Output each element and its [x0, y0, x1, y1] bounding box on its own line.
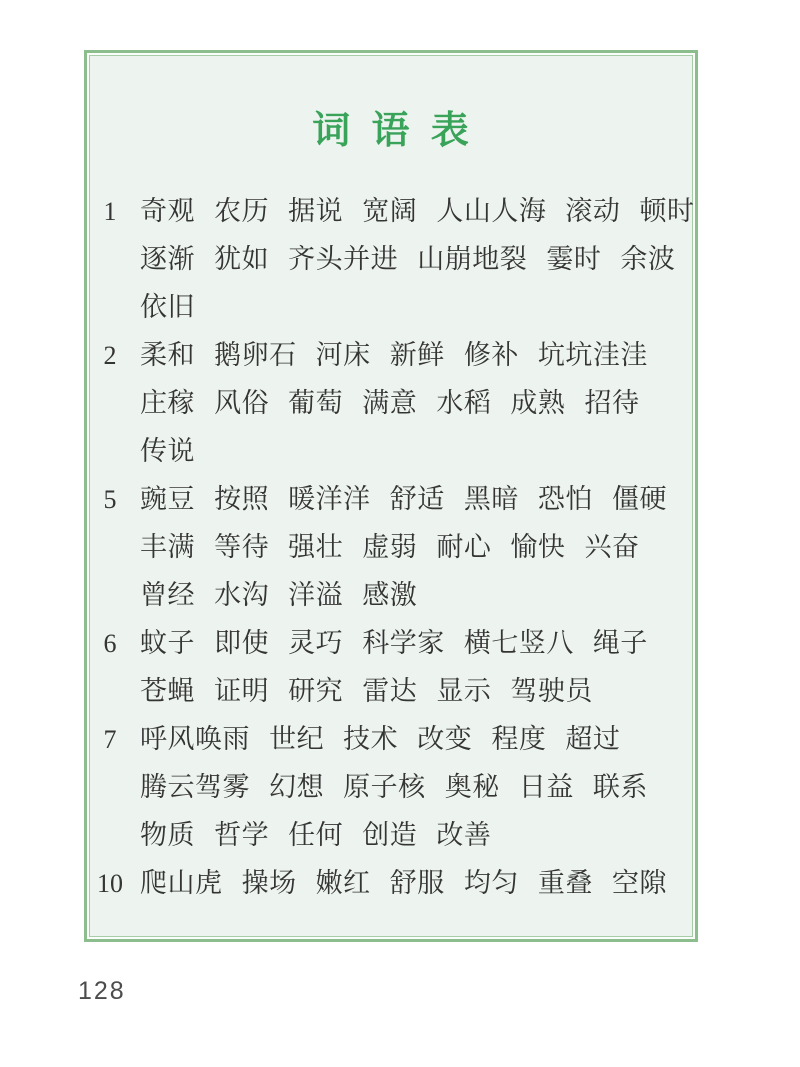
- lesson-number: 1: [103, 197, 117, 226]
- word-line: 曾经 水沟 洋溢 感激: [140, 580, 418, 611]
- word-list: [90, 188, 695, 908]
- word-line: 蚊子 即使 灵巧 科学家 横七竖八 绳子: [140, 628, 648, 659]
- word-line: 奇观 农历 据说 宽阔 人山人海 滚动 顿时: [140, 196, 695, 227]
- word-line: 苍蝇 证明 研究 雷达 显示 驾驶员: [140, 676, 593, 707]
- frame-inner-panel: [89, 55, 693, 937]
- word-list-entry: [90, 188, 695, 332]
- word-line: 爬山虎 操场 嫩红 舒服 均匀 重叠 空隙: [140, 868, 667, 899]
- word-list-entry: [90, 716, 692, 860]
- word-line: 逐渐 犹如 齐头并进 山崩地裂 霎时 余波: [140, 244, 676, 275]
- page-number: 128: [78, 977, 126, 1005]
- word-line: 腾云驾雾 幻想 原子核 奥秘 日益 联系: [140, 772, 648, 803]
- word-line: 物质 哲学 任何 创造 改善: [140, 820, 492, 851]
- word-line: 庄稼 风俗 葡萄 满意 水稻 成熟 招待: [140, 388, 640, 419]
- word-line: 柔和 鹅卵石 河床 新鲜 修补 坑坑洼洼: [140, 340, 648, 371]
- word-list-entry: [90, 476, 692, 620]
- word-list-entry: [90, 332, 692, 476]
- word-line: 传说: [140, 436, 195, 467]
- lesson-number: 6: [103, 629, 117, 658]
- word-line: 丰满 等待 强壮 虚弱 耐心 愉快 兴奋: [140, 532, 640, 563]
- word-line: 呼风唤雨 世纪 技术 改变 程度 超过: [140, 724, 621, 755]
- lesson-number: 5: [103, 485, 117, 514]
- word-list-entry: [90, 860, 692, 908]
- lesson-number: 10: [97, 869, 123, 898]
- page-title: 词 语 表: [312, 107, 470, 152]
- word-line: 依旧: [140, 292, 195, 323]
- word-list-entry: [90, 620, 692, 716]
- lesson-number: 7: [103, 725, 117, 754]
- word-line: 豌豆 按照 暖洋洋 舒适 黑暗 恐怕 僵硬: [140, 484, 667, 515]
- lesson-number: 2: [103, 341, 117, 370]
- decorative-double-frame: [84, 50, 698, 942]
